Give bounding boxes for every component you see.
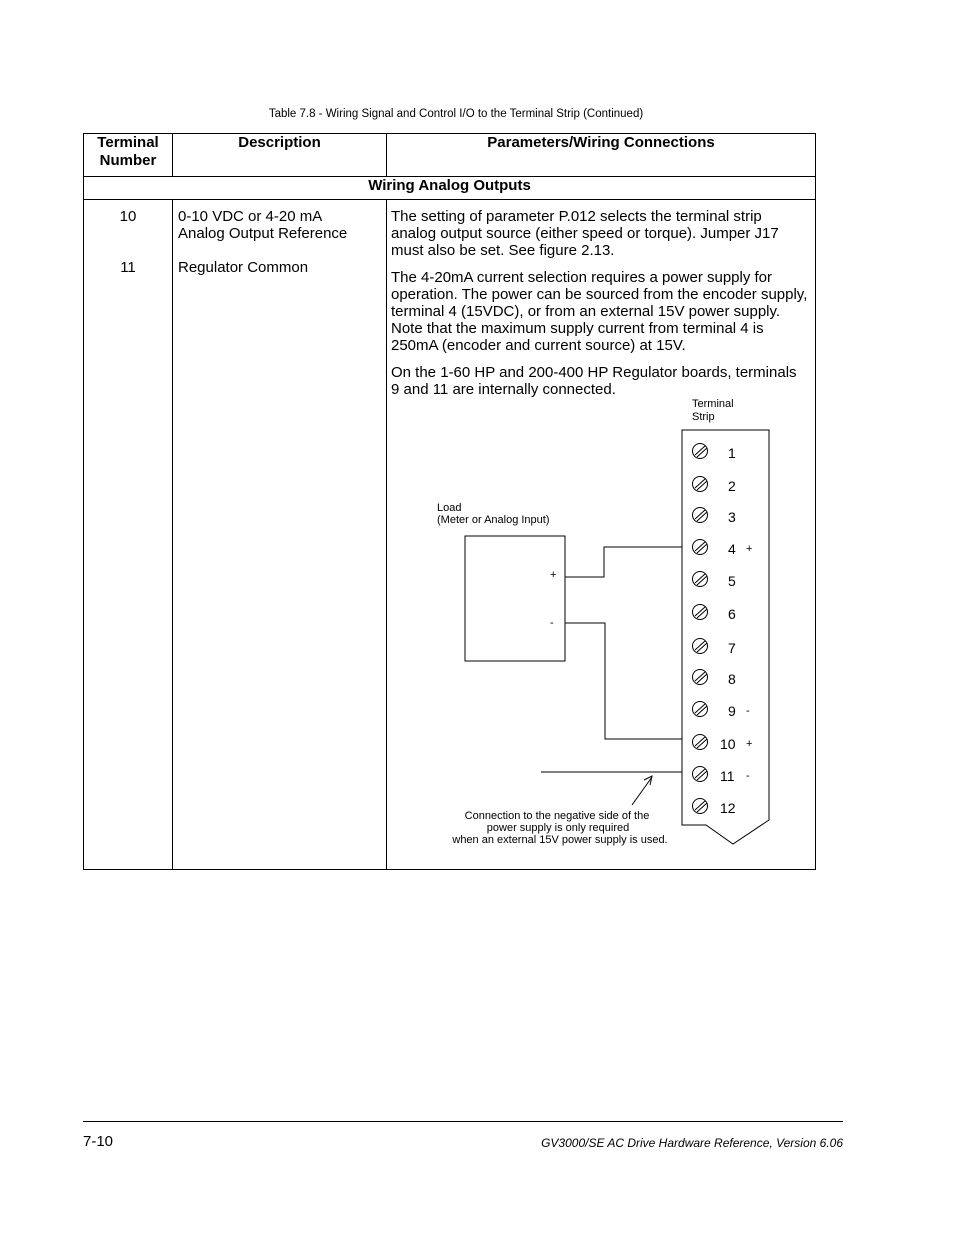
- load-plus-label: +: [550, 569, 557, 581]
- load-minus-label: -: [550, 617, 554, 629]
- wire-plus-to-terminal-4: [565, 547, 682, 577]
- terminal-screws: [693, 444, 753, 817]
- header-terminal-line2: Number: [99, 152, 157, 169]
- terminal-number-label: 2: [728, 478, 736, 494]
- table-caption: Table 7.8 - Wiring Signal and Control I/O to the Terminal Strip (Continued): [268, 108, 644, 120]
- terminal-number-label: 5: [728, 573, 736, 589]
- terminal-number-label: 4: [728, 541, 736, 557]
- header-terminal-line1: Terminal: [97, 134, 159, 151]
- paragraph-internal-connection: On the 1-60 HP and 200-400 HP Regulator boards, terminals 9 and 11 are internally connected.: [391, 364, 797, 398]
- terminal-number-label: 12: [720, 800, 736, 816]
- terminal-number-label: 3: [728, 509, 736, 525]
- terminal-10: 10: [119, 208, 137, 225]
- terminal-polarity-label: +: [746, 738, 753, 750]
- note-line3: when an external 15V power supply is used.: [452, 834, 668, 846]
- strip-label-line2: Strip: [692, 411, 715, 423]
- note-line2: power supply is only required: [486, 822, 630, 834]
- load-box: [465, 536, 565, 661]
- strip-label-line1: Terminal: [692, 398, 734, 410]
- terminal-11: 11: [120, 259, 136, 276]
- note-pointer-line: [632, 777, 652, 805]
- note-line1: Connection to the negative side of the: [464, 810, 650, 822]
- paragraph-parameter-p012: The setting of parameter P.012 selects the terminal strip analog output source (either speed or torque). Jumper J17 must also be set. See figure 2.13.: [391, 208, 779, 259]
- terminal-number-label: 1: [728, 445, 736, 461]
- terminal-number-label: 8: [728, 671, 736, 687]
- load-label-line2: (Meter or Analog Input): [437, 514, 550, 526]
- paragraph-power-supply: The 4-20mA current selection requires a power supply for operation. The power can be sourced from the encoder supply, terminal 4 (15VDC), or from an external 15V power supply. Note that the maximum supply current from terminal 4 is 250mA (encoder and current source) at 15V.: [391, 269, 808, 354]
- terminal-polarity-label: -: [746, 705, 750, 717]
- header-description: Description: [173, 134, 387, 177]
- description-10-line1: 0-10 VDC or 4-20 mA: [178, 208, 323, 225]
- load-label-line1: Load: [437, 502, 462, 514]
- footer-rule: [83, 1121, 843, 1122]
- terminal-number-label: 11: [720, 768, 735, 784]
- terminal-polarity-label: +: [746, 543, 753, 555]
- terminal-number-label: 7: [728, 640, 736, 656]
- terminal-number-label: 6: [728, 606, 736, 622]
- description-11: Regulator Common: [178, 259, 309, 276]
- terminal-number-label: 9: [728, 703, 736, 719]
- header-parameters: Parameters/Wiring Connections: [387, 134, 816, 177]
- terminal-polarity-label: -: [746, 770, 750, 782]
- document-title: GV3000/SE AC Drive Hardware Reference, Version 6.06: [541, 1136, 843, 1150]
- page-number: 7-10: [83, 1133, 114, 1150]
- description-10-line2: Analog Output Reference: [178, 225, 348, 242]
- section-title: Wiring Analog Outputs: [84, 177, 816, 200]
- terminal-number-label: 10: [720, 736, 736, 752]
- wire-minus-to-terminal-10: [565, 623, 682, 739]
- note-arrow-head: [644, 776, 652, 785]
